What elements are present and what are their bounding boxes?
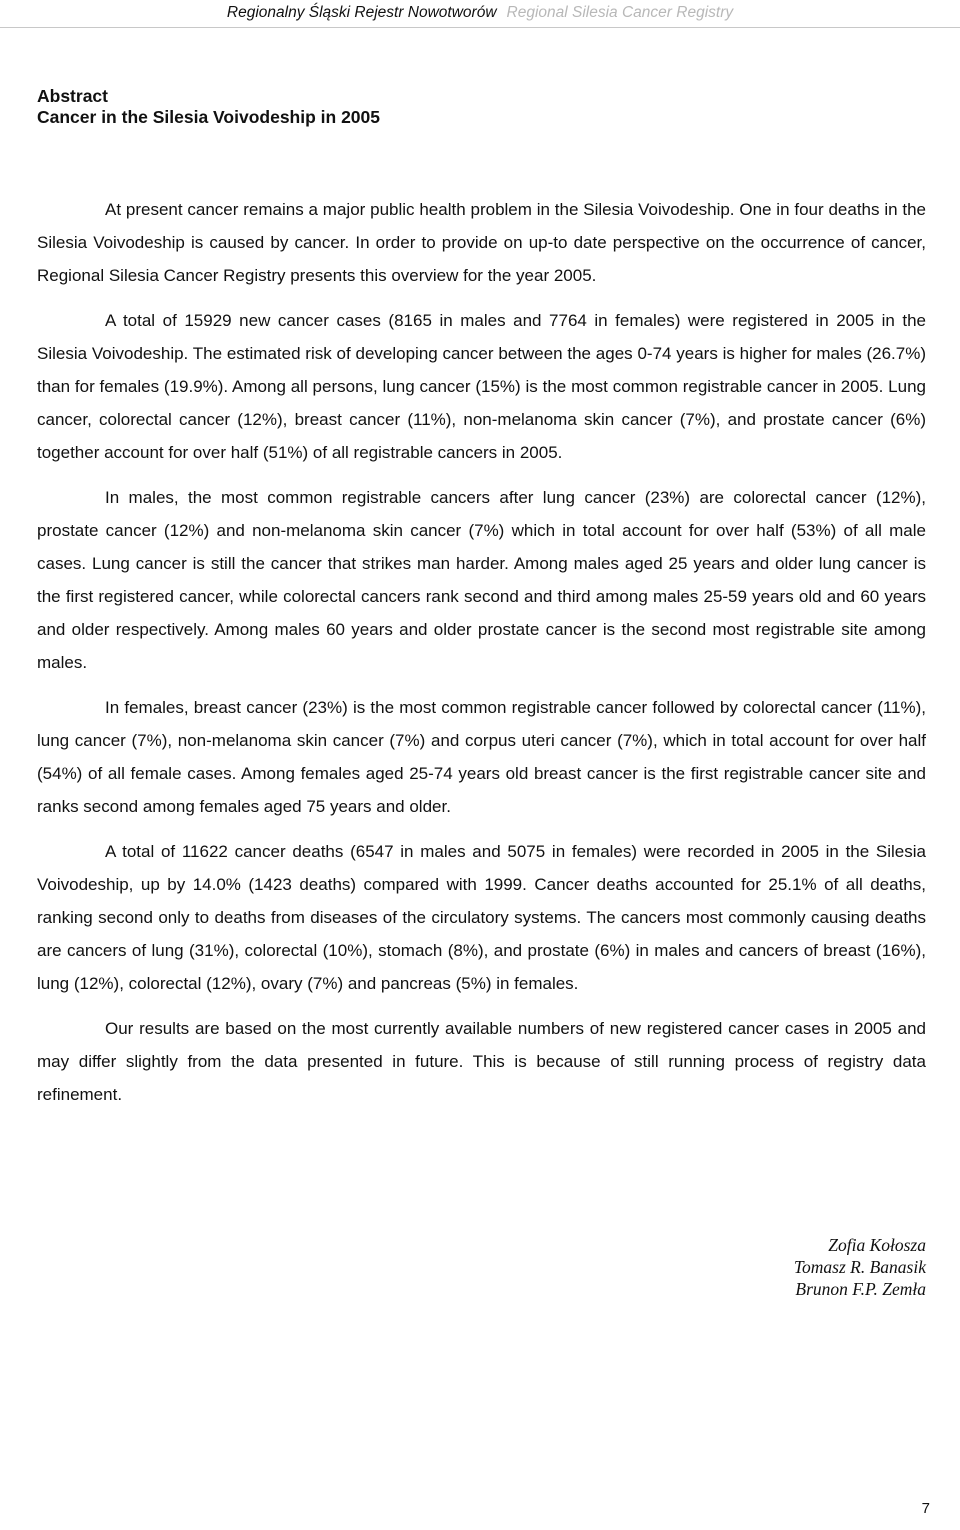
paragraph-deaths: A total of 11622 cancer deaths (6547 in males and 5075 in females) were recorded in 2005 in the Silesia Voivodeship, up by 14.0% (1423 deaths) compared with 1999. Cancer deaths accounted for 25.1% of all deaths, ranking second only to deaths from diseases of the circulatory systems. The cancers most commonly causing deaths are cancers of lung (31%), colorectal (10%), stomach (8%), and prostate (6%) in males and cancers of breast (16%), lung (12%), colorectal (12%), ovary (7%) and pancreas (5%) in females. [37,842,926,993]
header-title-polish: Regionalny Śląski Rejestr Nowotworów [226,4,497,21]
author-name: Zofia Kołosza [828,1235,926,1255]
header-divider [0,27,960,28]
abstract-heading [37,86,380,128]
author-name: Brunon F.P. Zemła [795,1279,926,1299]
abstract-title: Cancer in the Silesia Voivodeship in 2005 [37,107,380,127]
running-header [0,3,960,23]
author-name: Tomasz R. Banasik [793,1257,926,1277]
paragraph-males: In males, the most common registrable cancers after lung cancer (23%) are colorectal cancer (12%), prostate cancer (12%) and non-melanoma skin cancer (7%) which in total account for over half (53%) of all male cases. Lung cancer is still the cancer that strikes man harder. Among males aged 25 years and older lung cancer is the first registered cancer, while colorectal cancers rank second and third among males 25-59 years old and 60 years and older respectively. Among males 60 years and older prostate cancer is the second most registrable site among males. [37,488,926,672]
paragraph-intro: At present cancer remains a major public health problem in the Silesia Voivodeship. One in four deaths in the Silesia Voivodeship is caused by cancer. In order to provide on up-to date perspective on the occurrence of cancer, Regional Silesia Cancer Registry presents this overview for the year 2005. [37,200,926,285]
abstract-body [37,193,926,1123]
author-list [794,1234,926,1300]
page-number: 7 [921,1500,930,1517]
paragraph-incidence-total: A total of 15929 new cancer cases (8165 in males and 7764 in females) were registered in 2005 in the Silesia Voivodeship. The estimated risk of developing cancer between the ages 0-74 years is higher for males (26.7%) than for females (19.9%). Among all persons, lung cancer (15%) is the most common registrable cancer in 2005. Lung cancer, colorectal cancer (12%), breast cancer (11%), non-melanoma skin cancer (7%), and prostate cancer (6%) together account for over half (51%) of all registrable cancers in 2005. [37,311,926,462]
paragraph-data-note: Our results are based on the most currently available numbers of new registered cancer cases in 2005 and may differ slightly from the data presented in future. This is because of still running process of registry data refinement. [37,1019,926,1104]
abstract-label: Abstract [37,86,108,106]
header-title-english: Regional Silesia Cancer Registry [506,4,734,21]
paragraph-females: In females, breast cancer (23%) is the most common registrable cancer followed by colorectal cancer (11%), lung cancer (7%), non-melanoma skin cancer (7%) and corpus uteri cancer (7%), which in total account for over half (54%) of all female cases. Among females aged 25-74 years old breast cancer is the first registrable cancer site and ranks second among females aged 75 years and older. [37,698,926,816]
